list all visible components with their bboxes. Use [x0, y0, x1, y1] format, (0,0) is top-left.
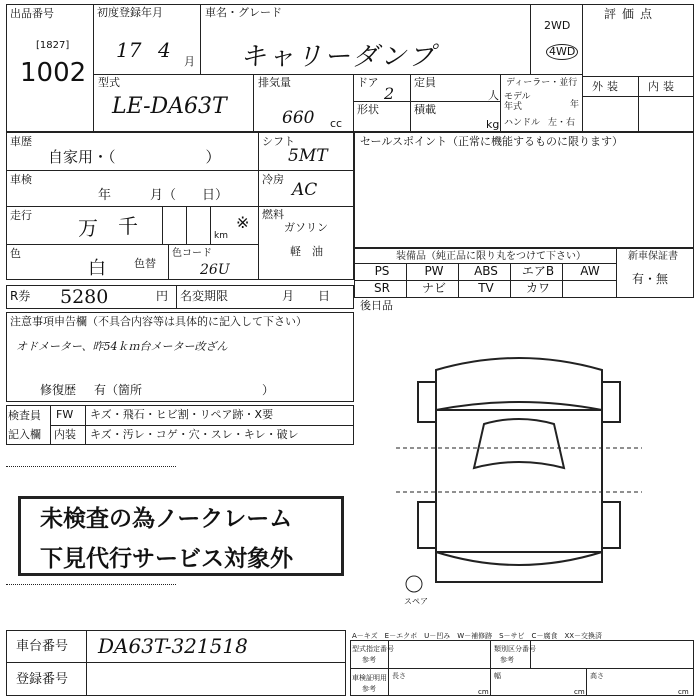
model-designation-ref: 参考 — [362, 656, 376, 664]
cert-ref: 参考 — [362, 685, 376, 693]
car-rear-outline — [436, 552, 602, 582]
height-unit: cm — [678, 688, 689, 696]
drive-4wd: 4WD — [546, 44, 578, 60]
door-value: 2 — [384, 84, 395, 103]
car-diagram — [396, 352, 642, 602]
fw-label: FW — [56, 408, 74, 421]
year-unit: 年 — [570, 100, 580, 110]
equipment-label: 装備品（純正品に限り丸をつけて下さい） — [396, 251, 586, 262]
displacement-unit: cc — [330, 117, 343, 130]
exterior-label: 外装 — [592, 80, 622, 93]
car-front-outline — [436, 358, 602, 410]
chassis-value: DA63T-321518 — [98, 634, 248, 658]
sales-point-box — [354, 132, 694, 248]
model-designation-label: 型式指定番号 — [352, 645, 394, 653]
inspector-label: 検査員 — [8, 409, 41, 422]
color-code-value: 26U — [200, 262, 230, 278]
notice-value: オドメーター、昨54ｋｍ台メーター改ざん — [16, 340, 228, 353]
category-ref: 参考 — [500, 656, 514, 664]
lot-number: 1002 — [20, 58, 87, 88]
entry-label: 記入欄 — [8, 428, 41, 441]
warranty-label: 新車保証書 — [628, 251, 678, 262]
loading-label: 積載 — [414, 103, 436, 116]
width-unit: cm — [574, 688, 585, 696]
dealer-label: ディーラー・並行 — [506, 78, 578, 88]
handle-value: 左・右 — [548, 118, 576, 128]
interior-row-label: 内装 — [54, 428, 76, 441]
stamp-line1: 未検査の為ノークレーム — [40, 506, 293, 532]
equipment-item: ABS — [474, 264, 498, 278]
date-label: 後日品 — [360, 299, 393, 312]
history-value: 自家用・（ ） — [48, 148, 221, 166]
first-reg-month-unit: 月 — [184, 55, 195, 68]
lot-number-label: 出品番号 — [10, 7, 54, 20]
ac-value: AC — [292, 180, 318, 200]
inspection-label: 車検 — [10, 173, 32, 186]
warranty-value: 有・無 — [632, 272, 669, 286]
first-reg-year: 17 — [116, 38, 142, 62]
car-front-left-wheel — [418, 382, 436, 422]
capacity-unit: 人 — [488, 89, 499, 102]
ac-label: 冷房 — [262, 173, 284, 186]
shift-label: シフト — [262, 135, 295, 148]
spare-tire-icon — [406, 576, 422, 592]
shift-value: 5MT — [288, 146, 328, 166]
height-label: 高さ — [590, 672, 604, 680]
car-name-label: 車名・グレード — [205, 6, 282, 19]
interior-label: 内装 — [648, 80, 678, 93]
legend: A－キズ E－エクボ U－凹み W－補修跡 S－サビ C－腐食 XX－交換済 — [352, 632, 603, 640]
first-reg-month: 4 — [158, 38, 171, 62]
equipment-item: PW — [424, 264, 444, 278]
category-label: 類別区分番号 — [494, 645, 536, 653]
car-body-outline — [436, 410, 602, 552]
interior-text: キズ・汚レ・コゲ・穴・スレ・キレ・破レ — [90, 428, 299, 441]
equipment-item — [564, 280, 616, 297]
color-value: 白 — [88, 258, 106, 279]
length-unit: cm — [478, 688, 489, 696]
equipment-item: TV — [478, 281, 494, 295]
sales-point-label: セールスポイント（正常に機能するものに限ります） — [360, 135, 624, 148]
mileage-unit: km — [214, 231, 228, 241]
recycle-label: R券 — [10, 289, 31, 303]
handle-label: ハンドル — [504, 118, 541, 128]
rating-label: 評価点 — [604, 7, 659, 21]
model-label: 型式 — [98, 76, 120, 89]
model-year-label: モデル — [504, 92, 531, 102]
model-value: LE-DA63T — [112, 94, 227, 119]
drive-2wd: 2WD — [544, 19, 571, 32]
loading-unit: kg — [486, 118, 500, 131]
equipment-item: AW — [580, 264, 600, 278]
repair-value: 有（箇所 ） — [94, 383, 275, 397]
history-label: 車歴 — [10, 135, 32, 148]
equipment-item: PS — [374, 264, 390, 278]
shape-label: 形状 — [357, 103, 379, 116]
car-rear-right-wheel — [602, 502, 620, 548]
fuel-gasoline: ガソリン — [284, 221, 328, 234]
mileage-man: 万 — [78, 216, 98, 240]
car-cabin — [474, 419, 564, 468]
door-label: ドア — [357, 76, 379, 89]
mileage-mark: ※ — [236, 213, 250, 232]
spare-label: スペア — [404, 597, 428, 606]
chassis-label: 車台番号 — [16, 639, 69, 654]
equipment-item: SR — [374, 281, 390, 295]
color-label: 色 — [10, 247, 21, 260]
color-change-label: 色替 — [134, 257, 156, 270]
stamp-line2: 下見代行サービス対象外 — [40, 546, 293, 572]
capacity-label: 定員 — [414, 76, 436, 89]
car-rear-left-wheel — [418, 502, 436, 548]
width-label: 幅 — [494, 672, 501, 680]
displacement-value: 660 — [282, 108, 315, 128]
fw-text: キズ・飛石・ヒビ割・リペア跡・X要 — [90, 408, 274, 421]
color-code-label: 色コード — [172, 248, 212, 259]
displacement-label: 排気量 — [258, 76, 291, 89]
car-front-right-wheel — [602, 382, 620, 422]
lot-sub-number: [1827] — [36, 40, 70, 51]
reg-label: 登録番号 — [16, 672, 69, 687]
year-label: 年式 — [504, 102, 523, 112]
cert-label: 車検証明用 — [352, 674, 387, 682]
car-name: キャリーダンプ — [240, 42, 437, 72]
fuel-label: 燃料 — [262, 208, 284, 221]
repair-label: 修復歴 — [40, 383, 77, 397]
mileage-label: 走行 — [10, 209, 32, 222]
notice-label: 注意事項申告欄（不具合内容等は具体的に記入して下さい） — [10, 315, 307, 328]
name-change-label: 名変期限 — [180, 289, 229, 303]
length-label: 長さ — [392, 672, 406, 680]
recycle-unit: 円 — [156, 289, 169, 303]
inspection-value: 年 月（ 日） — [98, 188, 229, 203]
recycle-value: 5280 — [60, 286, 109, 308]
name-change-unit: 月 日 — [282, 289, 331, 303]
first-reg-label: 初度登録年月 — [97, 6, 163, 19]
equipment-item: エアB — [521, 264, 555, 278]
mileage-sen: 千 — [118, 214, 138, 238]
equipment-item: ナビ — [421, 281, 446, 295]
equipment-item: カワ — [525, 281, 550, 295]
fuel-diesel: 軽 油 — [290, 245, 323, 258]
